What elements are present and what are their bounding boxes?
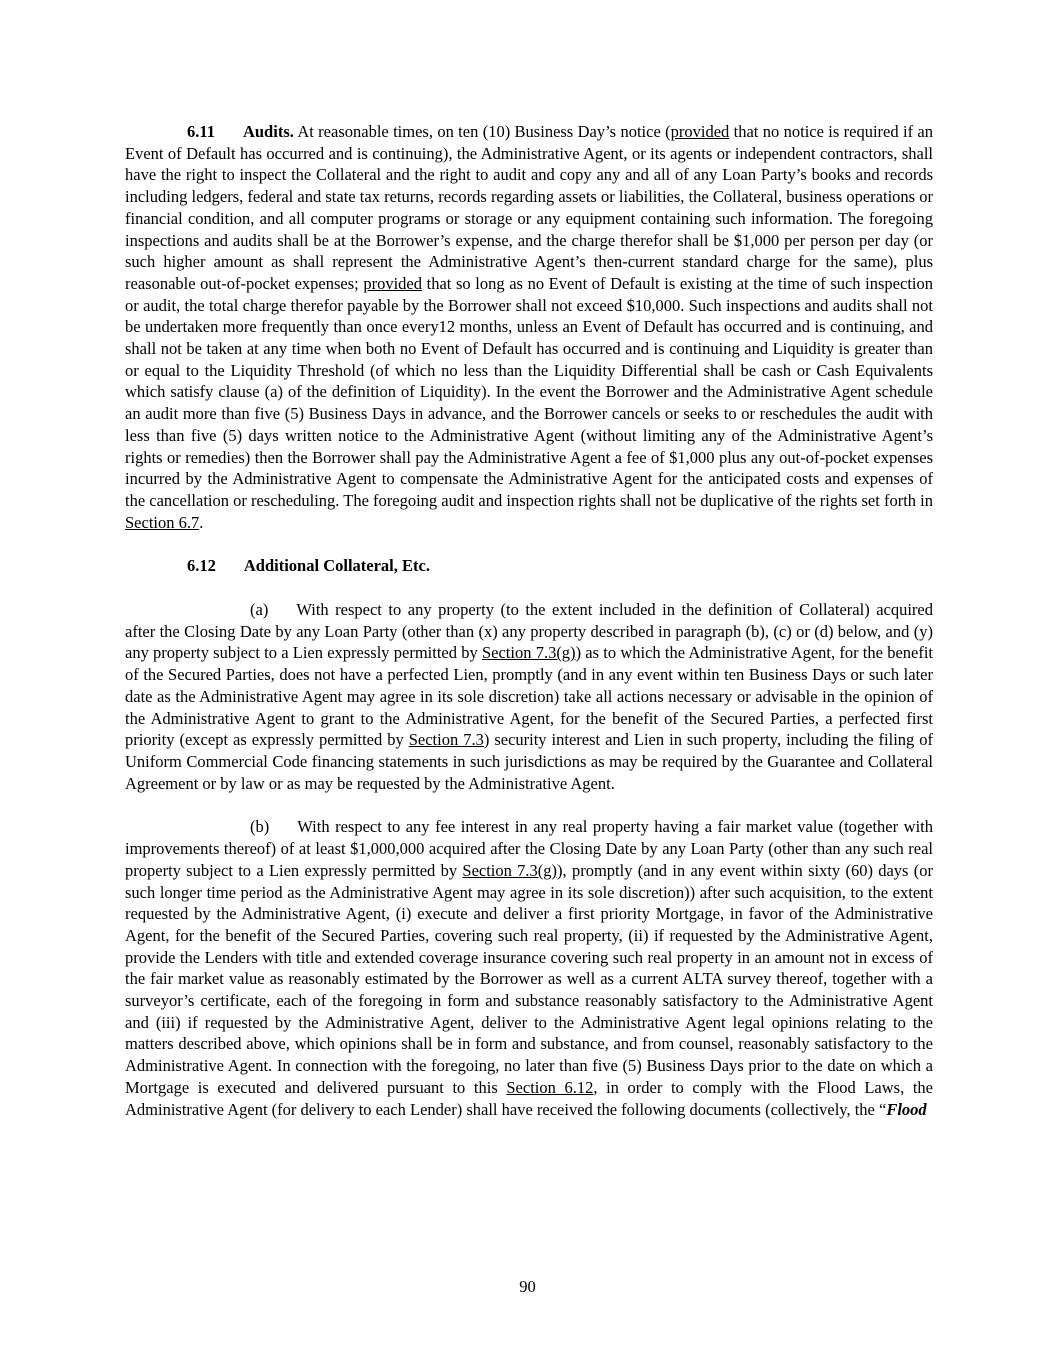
text-run: Section 7.3(g) bbox=[462, 860, 558, 880]
text-run: Section 7.3 bbox=[408, 730, 484, 750]
document-body bbox=[125, 121, 933, 1142]
text-run: 6.12 bbox=[187, 556, 216, 576]
text-run: Section 6.7 bbox=[125, 512, 200, 532]
text-run: ) as to which the Administrative Agent, for the benefit of the Secured Parties, does not have a perfected Lien, promptly (and in any event within ten Business Days or such later date as the Administrative Agent may agree in its sole discretion) take all actions necessary or advisable in the opinion of the Administrative Agent to grant to the Administrative Agent, for the benefit of the Secured Parties, a perfected first priority (except as expressly permitted by bbox=[125, 643, 934, 750]
text-run: (a) bbox=[250, 600, 269, 620]
text-run: ) security interest and Lien in such property, including the filing of Uniform Commercial Code financing statements in such jurisdictions as may be required by the Guarantee and Collateral Agreement or by law or as may be requested by the Administrative Agent. bbox=[125, 730, 933, 793]
text-run: provided bbox=[363, 273, 422, 293]
text-run: , in order to comply with the Flood Laws, the Administrative Agent (for delivery to each Lender) shall have received the following documents (collectively, the “ bbox=[125, 1077, 933, 1119]
text-run: that no notice is required if an Event of Default has occurred and is continuing), the Administrative Agent, or its agents or independent contractors, shall have the right to inspect the Collateral and the right to audit and copy any and all of any Loan Party’s books and records including ledgers, federal and state tax returns, records regarding assets or liabilities, the Collateral, business operations or financial condition, and all computer programs or storage or any equipment containing such information. The foregoing inspections and audits shall be at the Borrower’s expense, and the charge therefor shall be $1,000 per person per day (or such higher amount as shall represent the Administrative Agent’s then-current standard charge for the same), plus reasonable out-of-pocket expenses; bbox=[125, 122, 933, 293]
text-run: Section 6.12 bbox=[506, 1077, 594, 1097]
text-run: With respect to any property (to the extent included in the definition of Collateral) acquired after the Closing Date by any Loan Party (other than (x) any property described in paragraph (b), (c) or (d) below, and (y) any property subject to a Lien expressly permitted by bbox=[125, 600, 933, 663]
text-run: (b) bbox=[250, 817, 270, 837]
text-run: Section 7.3(g) bbox=[481, 643, 576, 663]
paragraph-6-12-b bbox=[125, 816, 933, 1120]
text-run: Audits. bbox=[242, 122, 294, 141]
paragraph-section-6-11 bbox=[125, 121, 933, 533]
text-run: . bbox=[199, 512, 204, 532]
text-run: At reasonable times, on ten (10) Business Day’s notice ( bbox=[293, 122, 671, 141]
paragraph-6-12-a bbox=[125, 599, 933, 794]
text-run: Additional Collateral, Etc. bbox=[243, 556, 430, 576]
text-run: 6.11 bbox=[187, 122, 215, 141]
text-run: ), promptly (and in any event within sixty (60) days (or such longer time period as the Administrative Agent may agree in its sole discretion)) after such acquisition, to the extent requested by the Administrative Agent, (i) execute and deliver a first priority Mortgage, in favor of the Administrative Agent, for the benefit of the Secured Parties, covering such real property, (ii) if requested by the Administrative Agent, provide the Lenders with title and extended coverage insurance covering such real property in an amount not in excess of the fair market value as reasonably estimated by the Borrower as well as a current ALTA survey thereof, together with a surveyor’s certificate, each of the foregoing in form and substance reasonably satisfactory to the Administrative Agent and (iii) if requested by the Administrative Agent, deliver to the Administrative Agent legal opinions relating to the matters described above, which opinions shall be in form and substance, and from counsel, reasonably satisfactory to the Administrative Agent. In connection with the foregoing, no later than five (5) Business Days prior to the date on which a Mortgage is executed and delivered pursuant to this bbox=[125, 860, 933, 1097]
heading-section-6-12 bbox=[125, 555, 933, 577]
text-run: Flood bbox=[886, 1099, 927, 1119]
text-run: provided bbox=[670, 122, 730, 141]
page-number: 90 bbox=[519, 1277, 536, 1296]
text-run: that so long as no Event of Default is existing at the time of such inspection or audit, the total charge therefor payable by the Borrower shall not exceed $10,000. Such inspections and audits shall not be undertaken more frequently than once every12 months, unless an Event of Default has occurred and is continuing, and shall not be taken at any time when both no Event of Default has occurred and is continuing and Liquidity is greater than or equal to the Liquidity Threshold (of which no less than the Liquidity Differential shall be cash or Cash Equivalents which satisfy clause (a) of the definition of Liquidity). In the event the Borrower and the Administrative Agent schedule an audit more than five (5) Business Days in advance, and the Borrower cancels or seeks to or reschedules the audit with less than five (5) days written notice to the Administrative Agent (without limiting any of the Administrative Agent’s rights or remedies) then the Borrower shall pay the Administrative Agent a fee of $1,000 plus any out-of-pocket expenses incurred by the Administrative Agent to compensate the Administrative Agent for the anticipated costs and expenses of the cancellation or rescheduling. The foregoing audit and inspection rights shall not be duplicative of the rights set forth in bbox=[125, 273, 933, 510]
text-run: With respect to any fee interest in any real property having a fair market value (together with improvements thereof) of at least $1,000,000 acquired after the Closing Date by any Loan Party (other than any such real property subject to a Lien expressly permitted by bbox=[125, 817, 933, 880]
